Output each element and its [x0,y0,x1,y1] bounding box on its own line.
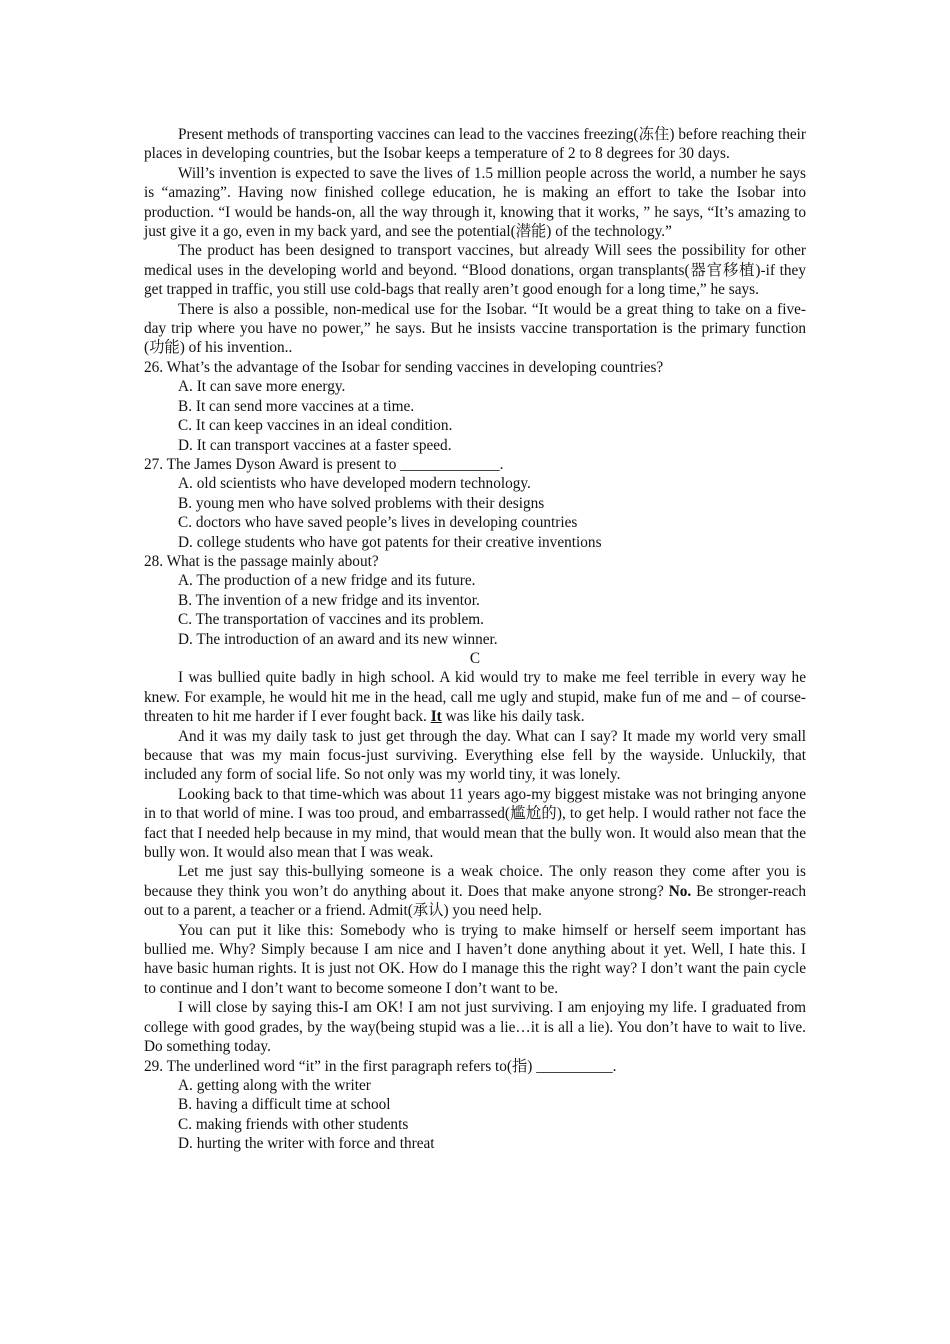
question-28-stem: 28. What is the passage mainly about? [144,552,379,570]
document-page [144,125,806,1154]
question-28-option-c: C. The transportation of vaccines and its problem. [178,611,485,629]
passage-c-paragraph-6: I will close by saying this-I am OK! I am not just surviving. I am enjoying my life. I graduated from college with good grades, by the way(being stupid was a lie…it is all a lie). You don’t have to wait to live. Do something today. [144,999,806,1056]
passage-c-paragraph-4 [144,862,806,920]
p4-text-after: Be stronger-reach out to a parent, a teacher or a friend. Admit(承认) you need help. [144,882,806,920]
underlined-it: It [430,708,442,726]
question-27-option-c: C. doctors who have saved people’s lives in developing countries [178,514,578,532]
question-27-option-b: B. young men who have solved problems with their designs [178,494,545,512]
passage-c-paragraph-2: And it was my daily task to just get through the day. What can I say? It made my world very small because that was my main focus-just surviving. Everything else fell by the wayside. Unluckily, that included any form of social life. So not only was my world tiny, it was lonely. [144,727,806,784]
question-29-stem: 29. The underlined word “it” in the first paragraph refers to(指) __________. [144,1057,617,1075]
question-26-option-b: B. It can send more vaccines at a time. [178,397,415,415]
question-29-option-b: B. having a difficult time at school [178,1096,391,1114]
question-26-option-a: A. It can save more energy. [178,378,346,396]
passage-c-heading: C [469,649,481,667]
passage-c-paragraph-1 [144,668,806,726]
question-28-option-d: D. The introduction of an award and its new winner. [178,630,498,648]
question-29-option-c: C. making friends with other students [178,1115,409,1133]
question-27-stem: 27. The James Dyson Award is present to _____________. [144,455,504,473]
passage-c-paragraph-3: Looking back to that time-which was about 11 years ago-my biggest mistake was not bringing anyone in to that world of mine. I was too proud, and embarrassed(尴尬的), to get help. I would rather not face the fact that I needed help because in my mind, that would mean that the bully won. It would also mean that the bully won. It would also mean that I was weak. [144,785,806,862]
question-26-option-c: C. It can keep vaccines in an ideal condition. [178,417,453,435]
question-29-option-d: D. hurting the writer with force and threat [178,1135,435,1153]
passage-b-paragraph-3: The product has been designed to transport vaccines, but already Will sees the possibility for other medical uses in the developing world and beyond. “Blood donations, organ transplants(器官移植)-if they get trapped in traffic, you still use cold-bags that really aren’t good enough for a long time,” he says. [144,242,806,299]
passage-b-paragraph-2: Will’s invention is expected to save the lives of 1.5 million people across the world, a number he says is “amazing”. Having now finished college education, he is making an effort to take the Isobar into production. “I would be hands-on, all the way through it, knowing that it works, ” he says, “It’s amazing to just give it a go, even in my back yard, and see the potential(潜能) of the technology.” [144,164,806,241]
p1-text-after: was like his daily task. [441,708,585,726]
question-27-option-d: D. college students who have got patents for their creative inventions [178,533,602,551]
p4-text-before: Let me just say this-bullying someone is a weak choice. The only reason they come after you is because they think you won’t do anything about it. Does that make anyone strong? [144,863,806,900]
question-28-option-b: B. The invention of a new fridge and its inventor. [178,591,480,609]
passage-b-paragraph-4: There is also a possible, non-medical use for the Isobar. “It would be a great thing to take on a five-day trip where you have no power,” he says. But he insists vaccine transportation is the primary function (功能) of his invention.. [144,300,806,357]
bold-no: No. [668,882,692,900]
passage-c-paragraph-5: You can put it like this: Somebody who is trying to make himself or herself seem important has bullied me. Why? Simply because I am nice and I haven’t done anything about it yet. Well, I hate this. I have basic human rights. It is just not OK. How do I manage this the right way? I don’t want the pain cycle to continue and I don’t want to become someone I don’t want to be. [144,921,806,997]
question-26-stem: 26. What’s the advantage of the Isobar for sending vaccines in developing countries? [144,358,664,376]
question-26-option-d: D. It can transport vaccines at a faster speed. [178,436,452,454]
passage-b-paragraph-1: Present methods of transporting vaccines can lead to the vaccines freezing(冻住) before reaching their places in developing countries, but the Isobar keeps a temperature of 2 to 8 degrees for 30 days. [144,126,806,163]
question-29-option-a: A. getting along with the writer [178,1076,371,1094]
p1-text-before: I was bullied quite badly in high school. A kid would try to make me feel terrible in every way he knew. For example, he would hit me in the head, call me ugly and stupid, make fun of me and – of course-threaten to hit me harder if I ever fought back. [144,669,806,726]
question-27-option-a: A. old scientists who have developed modern technology. [178,475,531,493]
question-28-option-a: A. The production of a new fridge and its future. [178,572,476,590]
